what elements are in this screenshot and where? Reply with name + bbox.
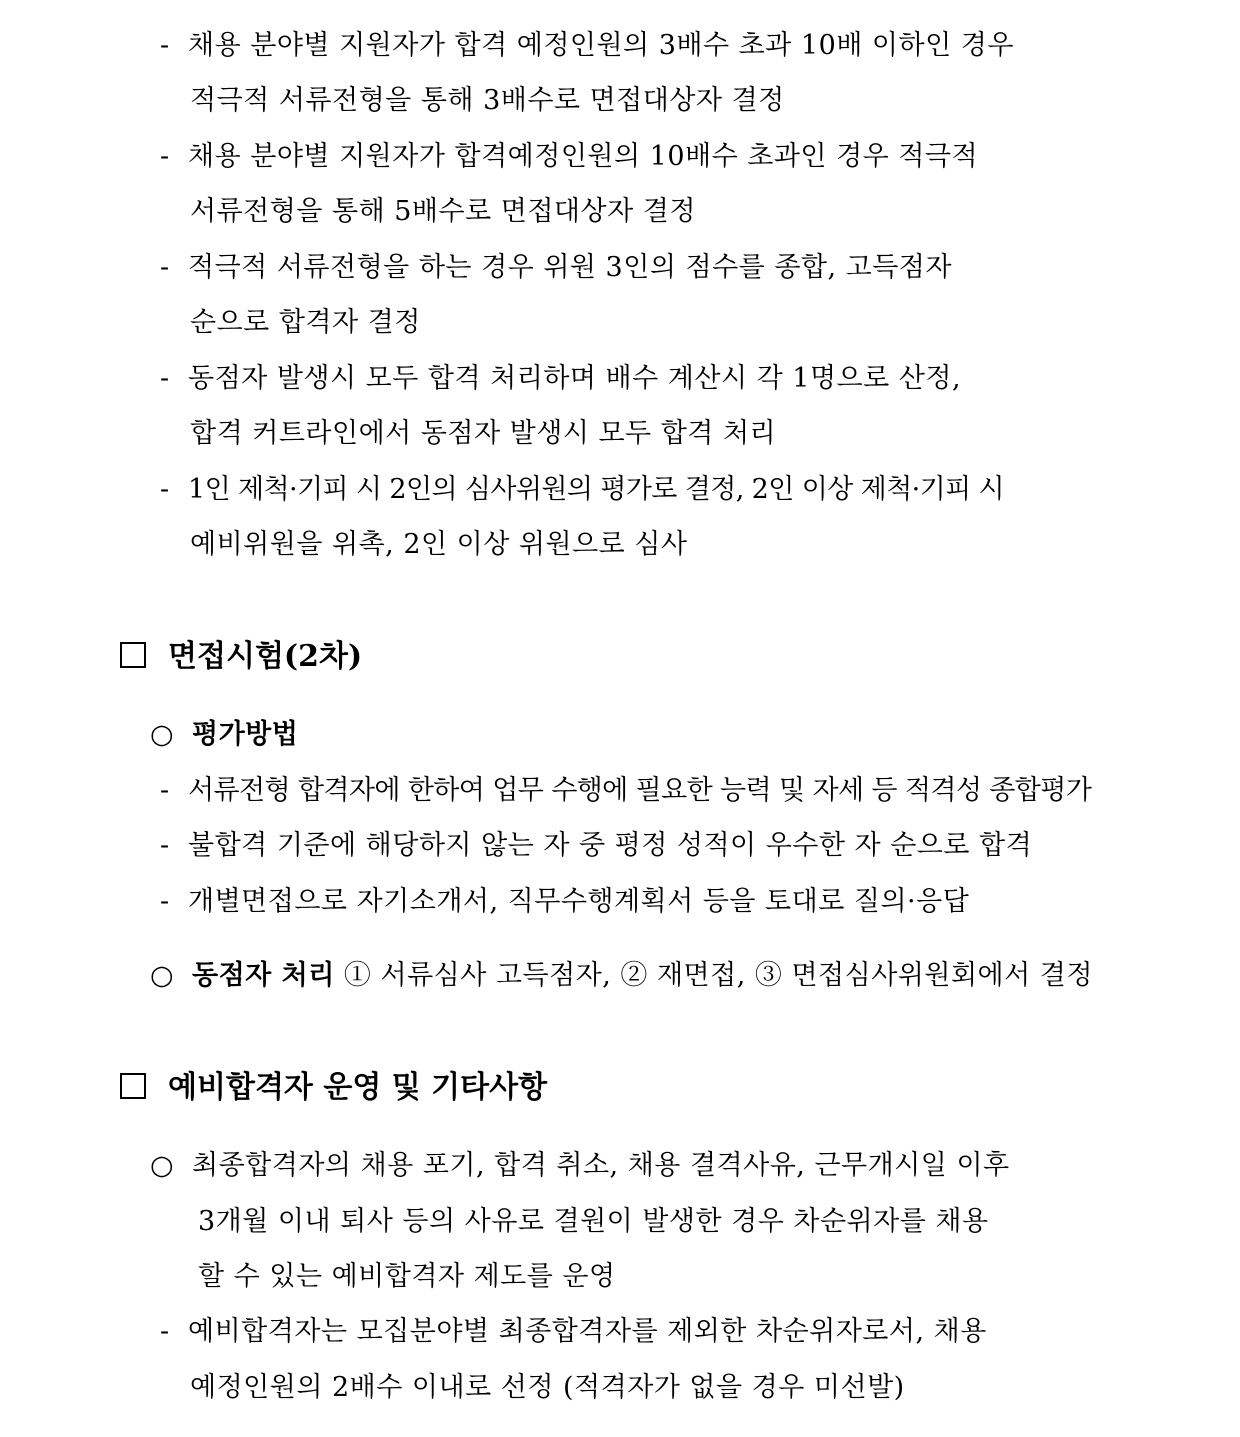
evaluation-method-heading: ○ 평가방법 [150, 717, 298, 753]
reserve-sub-line1: - 예비합격자는 모집분야별 최종합격자를 제외한 차순위자로서, 채용 [160, 1314, 987, 1350]
section-heading-reserve: 예비합격자 운영 및 기타사항 [120, 1068, 547, 1108]
circle-bullet-icon: ○ [150, 960, 175, 991]
tie-handling-heading: 동점자 처리 [192, 960, 335, 991]
dash-marker: - [160, 474, 169, 505]
dash-marker: - [160, 830, 170, 861]
reserve-bullet-line3: 할 수 있는 예비합격자 제도를 운영 [198, 1261, 616, 1292]
reserve-bullet-line1: ○ 최종합격자의 채용 포기, 합격 취소, 채용 결격사유, 근무개시일 이후 [150, 1148, 1010, 1184]
criteria-item-2-line1: - 채용 분야별 지원자가 합격예정인원의 10배수 초과인 경우 적극적 [160, 139, 978, 175]
reserve-bullet-line2: 3개월 이내 퇴사 등의 사유로 결원이 발생한 경우 차순위자를 채용 [198, 1206, 989, 1237]
dash-marker: - [160, 775, 169, 806]
reserve-sub-line2: 예정인원의 2배수 이내로 선정 (적격자가 없을 경우 미선발) [190, 1372, 905, 1403]
criteria-item-1-line1: - 채용 분야별 지원자가 합격 예정인원의 3배수 초과 10배 이하인 경우 [160, 28, 1014, 64]
criteria-item-4-line1: - 동점자 발생시 모두 합격 처리하며 배수 계산시 각 1명으로 산정, [160, 361, 961, 397]
dash-marker: - [160, 141, 170, 172]
criteria-item-4-line2: 합격 커트라인에서 동점자 발생시 모두 합격 처리 [190, 418, 777, 449]
dash-marker: - [160, 30, 170, 61]
dash-marker: - [160, 252, 170, 283]
checkbox-square-icon [120, 642, 146, 668]
tie-handling [150, 958, 1093, 994]
checkbox-square-icon [120, 1073, 146, 1099]
criteria-item-1-line2: 적극적 서류전형을 통해 3배수로 면접대상자 결정 [190, 85, 785, 116]
circle-bullet-icon: ○ [150, 1150, 175, 1181]
method-item-3: - 개별면접으로 자기소개서, 직무수행계획서 등을 토대로 질의·응답 [160, 884, 969, 920]
method-item-1: - 서류전형 합격자에 한하여 업무 수행에 필요한 능력 및 자세 등 적격성 종합평가 [160, 773, 1091, 809]
section-heading-interview: 면접시험(2차) [120, 637, 362, 677]
criteria-item-3-line2: 순으로 합격자 결정 [190, 307, 421, 338]
method-item-2: - 불합격 기준에 해당하지 않는 자 중 평정 성적이 우수한 자 순으로 합격 [160, 828, 1032, 864]
dash-marker: - [160, 886, 170, 917]
tie-handling-text: ① 서류심사 고득점자, ② 재면접, ③ 면접심사위원회에서 결정 [343, 960, 1093, 991]
dash-marker: - [160, 1316, 170, 1347]
criteria-item-5-line1: - 1인 제척·기피 시 2인의 심사위원의 평가로 결정, 2인 이상 제척·기피 시 [160, 472, 1004, 508]
circle-bullet-icon: ○ [150, 719, 175, 750]
criteria-item-3-line1: - 적극적 서류전형을 하는 경우 위원 3인의 점수를 종합, 고득점자 [160, 250, 952, 286]
criteria-item-2-line2: 서류전형을 통해 5배수로 면접대상자 결정 [190, 196, 696, 227]
criteria-item-5-line2: 예비위원을 위촉, 2인 이상 위원으로 심사 [190, 529, 688, 560]
dash-marker: - [160, 363, 170, 394]
